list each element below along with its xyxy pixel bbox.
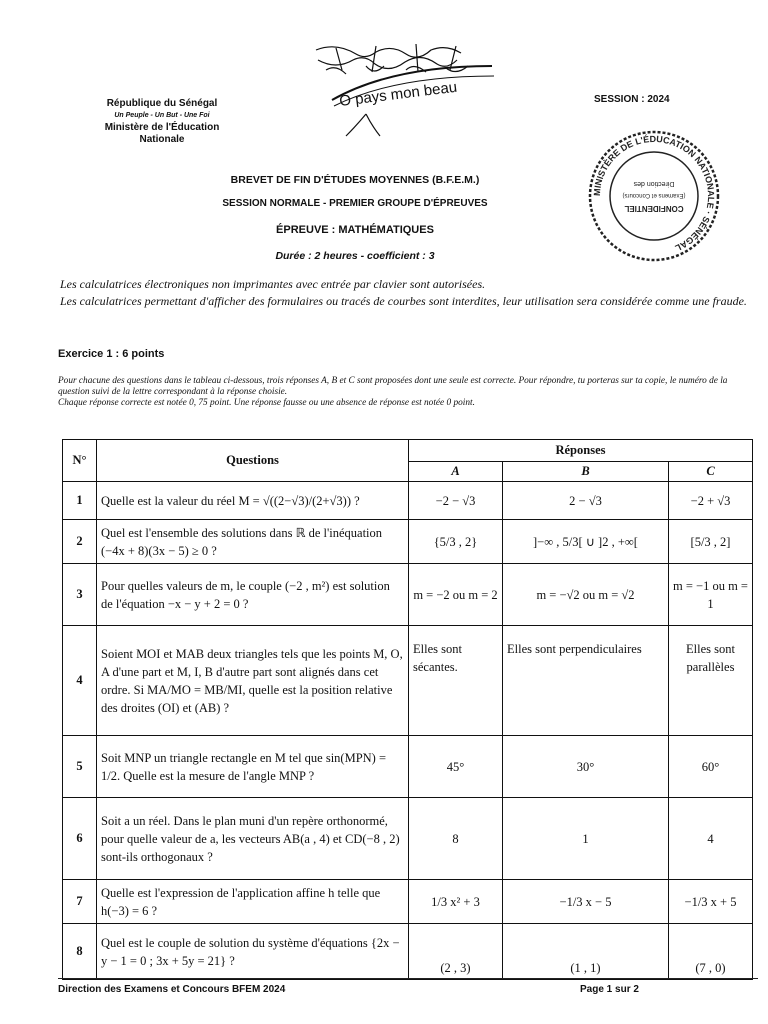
answer-a: Elles sont sécantes. bbox=[409, 626, 503, 736]
issuer-block bbox=[72, 98, 252, 146]
exercise-title: Exercice 1 : 6 points bbox=[58, 348, 165, 360]
answer-a: 45° bbox=[409, 736, 503, 798]
instructions-para-1: Pour chacune des questions dans le tableau ci-dessous, trois réponses A, B et C sont proposées dont une seule est correcte. Pour répondre, tu porteras sur ta copie, le numéro de la question suivi de la lettre correspondant à la réponse choisie. bbox=[58, 376, 728, 397]
stamp-inner-2: (Examens et Concours) bbox=[622, 192, 686, 198]
answer-c: 4 bbox=[669, 798, 753, 880]
instructions-para-2: Chaque réponse correcte est notée 0, 75 point. Une réponse fausse ou une absence de réponse est notée 0 point. bbox=[58, 398, 475, 408]
answer-b: −1/3 x − 5 bbox=[503, 880, 669, 924]
table-row bbox=[63, 482, 753, 520]
question-number: 8 bbox=[63, 924, 97, 980]
col-responses-header: Réponses bbox=[409, 440, 753, 462]
question-number: 3 bbox=[63, 564, 97, 626]
answer-b: (1 , 1) bbox=[503, 924, 669, 980]
question-text: Quel est le couple de solution du système d'équations {2x − y − 1 = 0 ; 3x + 5y = 21} ? bbox=[97, 924, 409, 980]
question-number: 5 bbox=[63, 736, 97, 798]
col-questions-header: Questions bbox=[97, 440, 409, 482]
table-row bbox=[63, 880, 753, 924]
table-row bbox=[63, 564, 753, 626]
question-text: Soit MNP un triangle rectangle en M tel que sin(MPN) = 1/2. Quelle est la mesure de l'angle MNP ? bbox=[97, 736, 409, 798]
stamp-inner-3: Direction des bbox=[633, 180, 675, 187]
footer-rule bbox=[58, 978, 758, 979]
answer-b: Elles sont perpendiculaires bbox=[503, 626, 669, 736]
anthem-logo bbox=[306, 40, 506, 140]
footer-issuer: Direction des Examens et Concours BFEM 2024 bbox=[58, 984, 286, 995]
answer-b: 30° bbox=[503, 736, 669, 798]
col-b-header: B bbox=[503, 462, 669, 482]
answer-a: (2 , 3) bbox=[409, 924, 503, 980]
subject-title: ÉPREUVE : MATHÉMATIQUES bbox=[276, 224, 434, 236]
answer-c: −1/3 x + 5 bbox=[669, 880, 753, 924]
calculator-rule-1: Les calculatrices électroniques non imprimantes avec entrée par clavier sont autorisées. bbox=[60, 277, 486, 291]
answer-c: [5/3 , 2] bbox=[669, 520, 753, 564]
exam-title: BREVET DE FIN D'ÉTUDES MOYENNES (B.F.E.M.) bbox=[230, 174, 480, 186]
session-year: SESSION : 2024 bbox=[594, 94, 670, 105]
question-number: 2 bbox=[63, 520, 97, 564]
question-number: 7 bbox=[63, 880, 97, 924]
answer-b: m = −√2 ou m = √2 bbox=[503, 564, 669, 626]
ministry-line-2: Nationale bbox=[139, 134, 185, 145]
answer-a: m = −2 ou m = 2 bbox=[409, 564, 503, 626]
question-text: Quel est l'ensemble des solutions dans ℝ de l'inéquation (−4x + 8)(3x − 5) ≥ 0 ? bbox=[97, 520, 409, 564]
question-number: 1 bbox=[63, 482, 97, 520]
page-number: Page 1 sur 2 bbox=[580, 984, 639, 995]
question-text: Soit a un réel. Dans le plan muni d'un repère orthonormé, pour quelle valeur de a, les vecteurs AB(a , 4) et CD(−8 , 2) sont-ils orthogonaux ? bbox=[97, 798, 409, 880]
duration-line: Durée : 2 heures - coefficient : 3 bbox=[275, 250, 435, 262]
calculator-rule-2: Les calculatrices permettant d'afficher des formulaires ou tracés de courbes sont interdites, leur utilisation sera considérée comme une fraude. bbox=[60, 294, 747, 308]
table-row bbox=[63, 626, 753, 736]
question-number: 6 bbox=[63, 798, 97, 880]
answer-c: 60° bbox=[669, 736, 753, 798]
answer-c: m = −1 ou m = 1 bbox=[669, 564, 753, 626]
answer-b: 1 bbox=[503, 798, 669, 880]
question-text: Pour quelles valeurs de m, le couple (−2 , m²) est solution de l'équation −x − y + 2 = 0 ? bbox=[97, 564, 409, 626]
answer-a: −2 − √3 bbox=[409, 482, 503, 520]
answer-b: 2 − √3 bbox=[503, 482, 669, 520]
session-title: SESSION NORMALE - PREMIER GROUPE D'ÉPREUVES bbox=[222, 198, 488, 209]
question-text: Quelle est la valeur du réel M = √((2−√3)/(2+√3)) ? bbox=[97, 482, 409, 520]
stamp-outer-text: MINISTÈRE DE L'ÉDUCATION NATIONALE · SÉNÉGAL bbox=[591, 133, 717, 254]
question-text: Soient MOI et MAB deux triangles tels que les points M, O, A d'une part et M, I, B d'autre part sont alignés dans cet ordre. Si MA/MO = MB/MI, quelle est la position relative des droites (OI) et (AB) ? bbox=[97, 626, 409, 736]
answer-c: (7 , 0) bbox=[669, 924, 753, 980]
stamp-inner-1: CONFIDENTIEL bbox=[624, 204, 684, 213]
col-a-header: A bbox=[409, 462, 503, 482]
answer-b: ]−∞ , 5/3[ ∪ ]2 , +∞[ bbox=[503, 520, 669, 564]
answer-a: {5/3 , 2} bbox=[409, 520, 503, 564]
republic-name: République du Sénégal bbox=[106, 98, 218, 109]
ministry-line-1: Ministère de l'Éducation bbox=[104, 122, 220, 133]
col-number-header: N° bbox=[63, 440, 97, 482]
question-text: Quelle est l'expression de l'application affine h telle que h(−3) = 6 ? bbox=[97, 880, 409, 924]
logo-text: O pays mon beau bbox=[338, 78, 459, 110]
answer-c: −2 + √3 bbox=[669, 482, 753, 520]
question-number: 4 bbox=[63, 626, 97, 736]
table-row bbox=[63, 924, 753, 980]
col-c-header: C bbox=[669, 462, 753, 482]
table-row bbox=[63, 798, 753, 880]
official-stamp bbox=[586, 128, 722, 264]
exercise-instructions bbox=[58, 376, 758, 409]
answer-a: 1/3 x² + 3 bbox=[409, 880, 503, 924]
national-motto: Un Peuple - Un But - Une Foi bbox=[114, 112, 210, 119]
answer-c: Elles sont parallèles bbox=[669, 626, 753, 736]
table-row bbox=[63, 520, 753, 564]
table-row bbox=[63, 736, 753, 798]
mcq-table bbox=[62, 439, 753, 980]
answer-a: 8 bbox=[409, 798, 503, 880]
calculator-rules bbox=[60, 276, 750, 310]
